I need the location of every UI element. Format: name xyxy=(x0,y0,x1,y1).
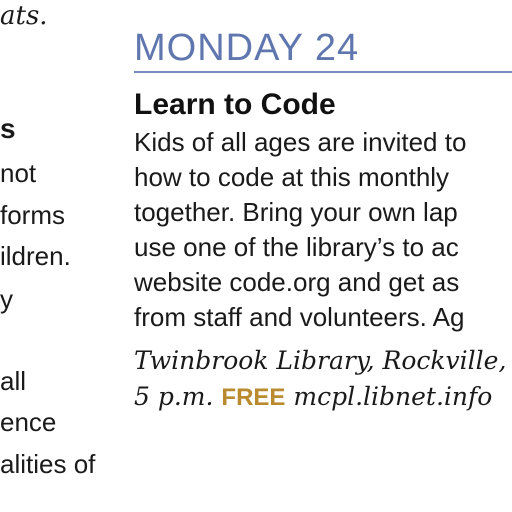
event-website[interactable]: mcpl.libnet.info xyxy=(293,382,493,411)
date-heading: MONDAY 24 xyxy=(134,27,360,69)
date-divider xyxy=(134,71,512,73)
left-line: not xyxy=(0,158,37,188)
description-line: how to code at this monthly xyxy=(134,162,450,192)
left-line: forms xyxy=(0,200,65,230)
left-top-fragment: ats. xyxy=(0,1,48,31)
free-label: FREE xyxy=(221,384,286,411)
event-description xyxy=(134,125,512,335)
description-line: website code.org and get as xyxy=(134,267,460,297)
left-line: y xyxy=(0,284,13,314)
event-listing xyxy=(134,26,512,416)
description-line: from staff and volunteers. Ag xyxy=(134,302,465,332)
event-location: Twinbrook Library, Rockville, xyxy=(134,346,507,375)
left-line: ence xyxy=(0,407,57,437)
left-line: alities of xyxy=(0,449,96,479)
description-line: Kids of all ages are invited to xyxy=(134,127,467,157)
event-time-price-line xyxy=(134,379,512,416)
description-line: use one of the library’s to ac xyxy=(134,232,459,262)
left-heading-fragment: s xyxy=(0,113,16,144)
event-details xyxy=(134,343,512,416)
left-line: ildren. xyxy=(0,241,71,271)
description-line: together. Bring your own lap xyxy=(134,197,458,227)
left-column-fragment xyxy=(0,0,112,512)
left-line: all xyxy=(0,366,27,396)
event-title: Learn to Code xyxy=(134,88,336,121)
event-time: 5 p.m. xyxy=(134,382,214,411)
